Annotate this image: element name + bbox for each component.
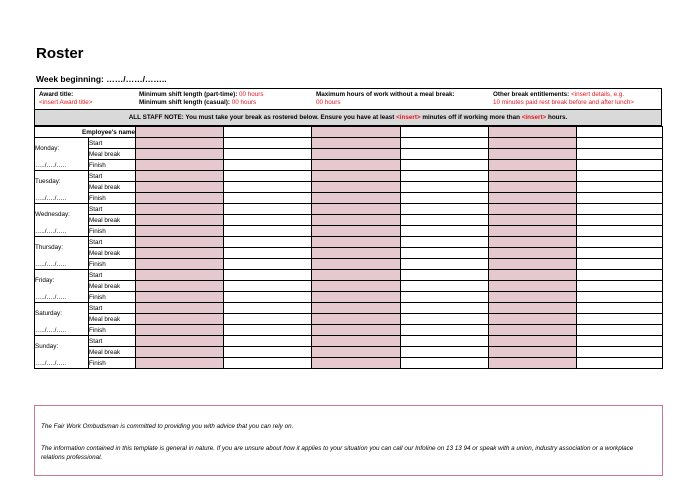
roster-cell[interactable] (577, 171, 663, 182)
table-row (35, 358, 663, 369)
roster-cell[interactable] (224, 336, 312, 347)
roster-cell[interactable] (577, 193, 663, 204)
roster-cell[interactable] (312, 314, 401, 325)
day-date[interactable]: …../…./….. (35, 359, 67, 367)
award-title-value[interactable]: <insert Award title> (39, 99, 93, 106)
roster-cell[interactable] (577, 138, 663, 149)
table-row (35, 182, 663, 193)
row-label: Start (89, 303, 136, 314)
roster-cell[interactable] (312, 215, 401, 226)
employee-name-cell[interactable] (489, 127, 577, 138)
roster-cell[interactable] (312, 358, 401, 369)
staff-note-insert2[interactable]: <insert> (521, 114, 547, 121)
row-label: Meal break (89, 347, 136, 358)
roster-cell[interactable] (312, 237, 401, 248)
roster-cell[interactable] (401, 138, 489, 149)
table-row (35, 160, 663, 171)
table-row (35, 204, 663, 215)
day-cell (35, 237, 89, 270)
min-shift-pt-value[interactable]: 00 hours (239, 91, 264, 98)
roster-cell[interactable] (577, 226, 663, 237)
day-name: Saturday: (35, 309, 62, 317)
roster-cell[interactable] (401, 171, 489, 182)
row-label: Finish (89, 325, 136, 336)
max-hours-label: Maximum hours of work without a meal break: (316, 91, 455, 98)
roster-cell[interactable] (401, 259, 489, 270)
roster-cell[interactable] (401, 292, 489, 303)
roster-cell[interactable] (489, 193, 577, 204)
roster-cell[interactable] (401, 270, 489, 281)
other-break-value-1[interactable]: <insert details, e.g. (571, 91, 625, 98)
table-row (35, 226, 663, 237)
roster-cell[interactable] (136, 193, 224, 204)
table-row (35, 336, 663, 347)
roster-cell[interactable] (136, 281, 224, 292)
roster-cell[interactable] (577, 215, 663, 226)
other-break-label: Other break entitlements: (493, 91, 570, 98)
max-hours-value[interactable]: 00 hours (316, 99, 341, 106)
roster-cell[interactable] (401, 281, 489, 292)
table-row (35, 347, 663, 358)
employee-name-cell[interactable] (224, 127, 312, 138)
roster-cell[interactable] (136, 314, 224, 325)
roster-cell[interactable] (489, 204, 577, 215)
staff-note-part1: ALL STAFF NOTE: You must take your break as rostered below. Ensure you have at least (128, 114, 397, 121)
table-row (35, 292, 663, 303)
employee-name-cell[interactable] (136, 127, 224, 138)
page-title: Roster (36, 45, 84, 62)
roster-cell[interactable] (401, 215, 489, 226)
roster-cell[interactable] (312, 138, 401, 149)
roster-cell[interactable] (401, 204, 489, 215)
day-name: Friday: (35, 276, 55, 284)
roster-cell[interactable] (401, 347, 489, 358)
roster-cell[interactable] (489, 215, 577, 226)
roster-cell[interactable] (401, 160, 489, 171)
roster-cell[interactable] (224, 314, 312, 325)
roster-cell[interactable] (489, 281, 577, 292)
staff-note-part3: hours. (546, 114, 568, 121)
roster-cell[interactable] (577, 259, 663, 270)
row-label: Finish (89, 259, 136, 270)
roster-cell[interactable] (401, 149, 489, 160)
day-name: Thursday: (35, 243, 63, 251)
roster-cell[interactable] (224, 358, 312, 369)
row-label: Start (89, 336, 136, 347)
roster-cell[interactable] (136, 138, 224, 149)
roster-cell[interactable] (577, 270, 663, 281)
roster-cell[interactable] (136, 248, 224, 259)
min-shift-casual-label: Minimum shift length (casual): (139, 99, 230, 106)
roster-cell[interactable] (312, 193, 401, 204)
other-break-value-2[interactable]: 10 minutes paid rest break before and after lunch> (493, 99, 634, 106)
row-label: Meal break (89, 314, 136, 325)
roster-cell[interactable] (136, 270, 224, 281)
day-cell (35, 270, 89, 303)
roster-cell[interactable] (312, 171, 401, 182)
staff-note-part2: minutes off if working more than (420, 114, 522, 121)
employee-name-cell[interactable] (577, 127, 663, 138)
roster-cell[interactable] (489, 138, 577, 149)
roster-cell[interactable] (224, 138, 312, 149)
min-shift-casual-value[interactable]: 00 hours (231, 99, 257, 106)
roster-cell[interactable] (401, 325, 489, 336)
roster-cell[interactable] (312, 281, 401, 292)
roster-cell[interactable] (489, 237, 577, 248)
roster-cell[interactable] (312, 347, 401, 358)
table-row (35, 281, 663, 292)
roster-cell[interactable] (577, 303, 663, 314)
roster-cell[interactable] (401, 248, 489, 259)
roster-cell[interactable] (489, 259, 577, 270)
table-row (35, 259, 663, 270)
roster-cell[interactable] (224, 237, 312, 248)
row-label: Meal break (89, 248, 136, 259)
row-label: Start (89, 270, 136, 281)
roster-cell[interactable] (224, 182, 312, 193)
roster-cell[interactable] (312, 336, 401, 347)
disclaimer-text-2: The information contained in this template is general in nature. If you are unsure about how it applies to your situation you can call our Infoline on 13 13 94 or speak with a union, industry association or a workplace relations professional. (41, 445, 634, 461)
min-shift-pt-label: Minimum shift length (part-time): (139, 91, 238, 98)
roster-cell[interactable] (489, 226, 577, 237)
day-cell (35, 171, 89, 204)
row-label: Start (89, 204, 136, 215)
table-row (35, 325, 663, 336)
row-label: Finish (89, 226, 136, 237)
roster-cell[interactable] (489, 149, 577, 160)
table-row (35, 248, 663, 259)
roster-cell[interactable] (312, 303, 401, 314)
roster-cell[interactable] (312, 160, 401, 171)
day-date[interactable]: …../…./….. (35, 194, 67, 202)
disclaimer-box (34, 405, 663, 476)
day-date[interactable]: …../…./….. (35, 326, 67, 334)
roster-cell[interactable] (312, 204, 401, 215)
row-label: Finish (89, 358, 136, 369)
roster-cell[interactable] (401, 182, 489, 193)
roster-cell[interactable] (136, 149, 224, 160)
roster-cell[interactable] (224, 259, 312, 270)
row-label: Finish (89, 292, 136, 303)
roster-cell[interactable] (136, 160, 224, 171)
roster-cell[interactable] (136, 336, 224, 347)
roster-cell[interactable] (136, 347, 224, 358)
award-title-label: Award title: (39, 91, 74, 98)
row-label: Meal break (89, 281, 136, 292)
roster-cell[interactable] (577, 237, 663, 248)
employee-name-cell[interactable] (312, 127, 401, 138)
roster-cell[interactable] (312, 226, 401, 237)
roster-cell[interactable] (136, 204, 224, 215)
week-beginning: Week beginning: ……/……/…….. (36, 74, 167, 84)
day-name: Monday: (35, 144, 60, 152)
table-row (35, 193, 663, 204)
roster-cell[interactable] (401, 237, 489, 248)
roster-cell[interactable] (312, 149, 401, 160)
roster-cell[interactable] (401, 226, 489, 237)
row-label: Start (89, 237, 136, 248)
table-row (35, 149, 663, 160)
day-date[interactable]: …../…./….. (35, 161, 67, 169)
roster-cell[interactable] (312, 292, 401, 303)
table-row (35, 237, 663, 248)
roster-cell[interactable] (577, 160, 663, 171)
roster-cell[interactable] (577, 292, 663, 303)
employee-name-label: Employee's name (35, 127, 136, 138)
roster-cell[interactable] (489, 325, 577, 336)
roster-cell[interactable] (136, 358, 224, 369)
roster-cell[interactable] (136, 303, 224, 314)
roster-cell[interactable] (577, 336, 663, 347)
roster-cell[interactable] (312, 248, 401, 259)
day-date[interactable]: …../…./….. (35, 293, 67, 301)
roster-cell[interactable] (224, 204, 312, 215)
roster-cell[interactable] (136, 325, 224, 336)
employee-name-row (35, 127, 663, 138)
row-label: Meal break (89, 215, 136, 226)
roster-cell[interactable] (489, 182, 577, 193)
roster-cell[interactable] (577, 149, 663, 160)
table-row (35, 171, 663, 182)
roster-cell[interactable] (136, 171, 224, 182)
roster-cell[interactable] (224, 325, 312, 336)
roster-cell[interactable] (136, 215, 224, 226)
roster-cell[interactable] (401, 303, 489, 314)
disclaimer-text-1: The Fair Work Ombudsman is committed to providing you with advice that you can rely on. (41, 423, 294, 430)
roster-cell[interactable] (401, 314, 489, 325)
award-info-box (34, 88, 662, 110)
roster-cell[interactable] (489, 270, 577, 281)
roster-cell[interactable] (224, 270, 312, 281)
roster-cell[interactable] (224, 160, 312, 171)
roster-cell[interactable] (136, 226, 224, 237)
roster-cell[interactable] (224, 171, 312, 182)
day-date[interactable]: …../…./….. (35, 260, 67, 268)
day-name: Wednesday: (35, 210, 70, 218)
roster-grid (34, 126, 663, 369)
roster-cell[interactable] (489, 248, 577, 259)
roster-cell[interactable] (224, 215, 312, 226)
roster-cell[interactable] (577, 204, 663, 215)
day-date[interactable]: …../…./….. (35, 227, 67, 235)
roster-cell[interactable] (489, 336, 577, 347)
roster-cell[interactable] (401, 358, 489, 369)
table-row (35, 138, 663, 149)
roster-cell[interactable] (224, 149, 312, 160)
roster-cell[interactable] (224, 303, 312, 314)
roster-cell[interactable] (489, 303, 577, 314)
roster-cell[interactable] (136, 292, 224, 303)
day-name: Tuesday: (35, 177, 61, 185)
roster-cell[interactable] (489, 358, 577, 369)
roster-cell[interactable] (312, 270, 401, 281)
roster-cell[interactable] (224, 193, 312, 204)
roster-cell[interactable] (577, 347, 663, 358)
roster-cell[interactable] (577, 281, 663, 292)
roster-cell[interactable] (224, 226, 312, 237)
roster-cell[interactable] (224, 281, 312, 292)
roster-cell[interactable] (489, 347, 577, 358)
row-label: Start (89, 138, 136, 149)
roster-cell[interactable] (577, 248, 663, 259)
roster-cell[interactable] (136, 182, 224, 193)
day-cell (35, 336, 89, 369)
row-label: Meal break (89, 149, 136, 160)
staff-note (34, 110, 662, 126)
day-name: Sunday: (35, 342, 59, 350)
roster-cell[interactable] (224, 248, 312, 259)
row-label: Meal break (89, 182, 136, 193)
roster-cell[interactable] (489, 314, 577, 325)
roster-cell[interactable] (577, 314, 663, 325)
row-label: Finish (89, 193, 136, 204)
day-cell (35, 303, 89, 336)
roster-cell[interactable] (312, 325, 401, 336)
table-row (35, 314, 663, 325)
day-cell (35, 138, 89, 171)
employee-name-cell[interactable] (401, 127, 489, 138)
roster-cell[interactable] (136, 259, 224, 270)
staff-note-insert1[interactable]: <insert> (396, 114, 421, 121)
roster-cell[interactable] (312, 182, 401, 193)
roster-cell[interactable] (577, 182, 663, 193)
roster-cell[interactable] (401, 336, 489, 347)
row-label: Finish (89, 160, 136, 171)
roster-cell[interactable] (224, 347, 312, 358)
roster-cell[interactable] (489, 160, 577, 171)
roster-cell[interactable] (312, 259, 401, 270)
day-cell (35, 204, 89, 237)
roster-cell[interactable] (577, 358, 663, 369)
roster-cell[interactable] (489, 171, 577, 182)
table-row (35, 215, 663, 226)
table-row (35, 303, 663, 314)
roster-cell[interactable] (224, 292, 312, 303)
roster-cell[interactable] (577, 325, 663, 336)
row-label: Start (89, 171, 136, 182)
roster-cell[interactable] (136, 237, 224, 248)
roster-cell[interactable] (401, 193, 489, 204)
table-row (35, 270, 663, 281)
roster-cell[interactable] (489, 292, 577, 303)
